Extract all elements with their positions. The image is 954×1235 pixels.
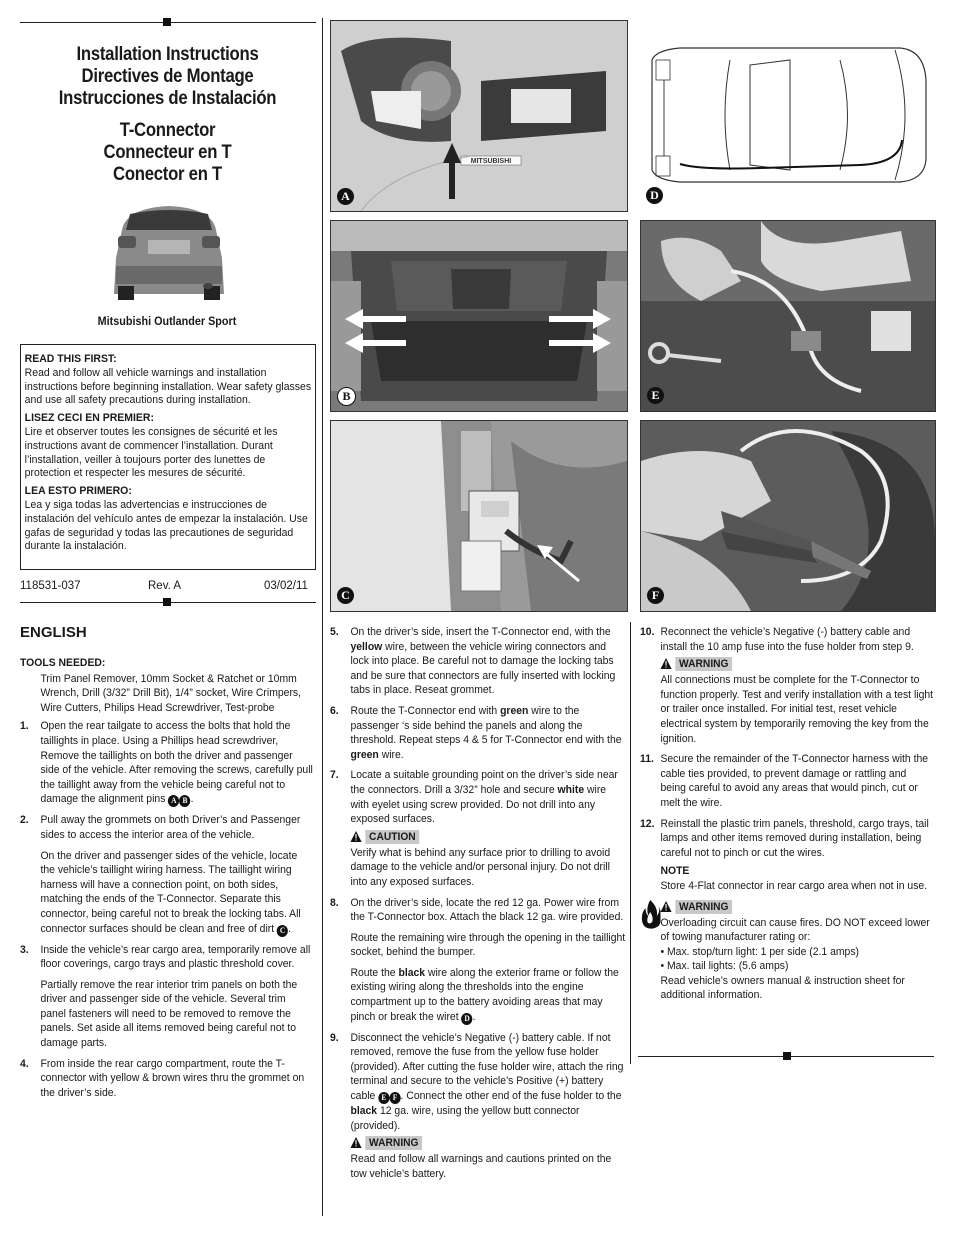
step-4-number: 4. [20,1057,29,1070]
warning-1-text: Read and follow all warnings and cautions printed on the tow vehicle’s battery. [350,1153,612,1180]
step-5 [330,625,626,698]
step-2 [20,813,314,842]
read-first-box [20,344,316,570]
product-fr: Connecteur en T [103,142,232,163]
step-8 [330,896,626,925]
step-6-green: green [500,704,529,717]
column-1 [20,656,314,1106]
photo-b-cargo [330,220,628,412]
photo-e-label: E [647,387,664,404]
section-marker [163,598,171,606]
product-en: T-Connector [119,120,216,141]
read-first-en-heading: READ THIS FIRST: [24,353,117,365]
read-first-es-text: Lea y siga todas las advertencias e instrucciones de instalación del vehículo antes de empezar la instalación. Use gafas de seguridad y todas las precautiones de seguridad durante la instalación. [24,498,308,553]
caution-icon [350,831,361,842]
part-number: 118531-037 [20,580,81,592]
read-first-en-text: Read and follow all vehicle warnings and installation instructions before beginning installation. Wear safety glasses and use all safety precautions during installation. [24,366,312,407]
step-6-text-b: wire to the passenger ‘s side behind the panels and along the threshold. Repeat steps 4 & 5 for T-Connector end with the [350,704,622,747]
divider-mid-columns [630,622,631,1064]
ref-c-icon: C [277,925,288,937]
title-es: Instrucciones de Instalación [58,88,277,109]
revision: Rev. A [148,580,182,592]
warning-2-row [660,657,933,672]
tools-heading: TOOLS NEEDED: [20,657,106,669]
photo-f-label: F [647,587,664,604]
ref-d-icon: D [462,1013,473,1025]
warning-2-label: WARNING [675,657,732,671]
step-11 [640,752,934,810]
step-8c-black: black [398,966,426,979]
step-12 [640,817,934,861]
warning-icon [350,1137,361,1148]
step-7-number: 7. [330,769,339,782]
note-text: Store 4-Flat connector in rear cargo area when not in use. [660,879,928,892]
step-7 [330,768,626,826]
step-1: 1. Open the rear tailgate to access the bolts that hold the taillights in place. Using a Phillips head screwdriver, Remove the taillights on both the driver and passenger side of the vehicle. After removing the screws, carefully pull the taillight away from the vehicle being careful not to damage the alignment pins A B . [20,720,313,806]
step-8-number: 8. [330,896,339,909]
title-fr: Directives de Montage [81,66,254,87]
step-2-text: Pull away the grommets on both Driver’s and Passenger sides to access the interior area of the vehicle. [40,814,301,841]
step-3-number: 3. [20,943,29,956]
step-3 [20,943,314,972]
divider-left-photos [322,18,323,1216]
note-label: NOTE [660,865,690,878]
ref-e-icon: E [378,1092,389,1104]
step-10-text: Reconnect the vehicle’s Negative (-) battery cable and install the 10 amp fuse into the fuse holder from step 9. [660,626,914,653]
step-12-number: 12. [640,817,655,830]
step-8c-text-a: Route the [350,966,396,979]
step-9 [330,1031,626,1134]
step-5-text-a: On the driver’s side, insert the T-Connector end, with the [350,626,611,638]
step-2-continued: On the driver and passenger sides of the vehicle, locate the vehicle’s taillight wiring harness. The taillight wiring harness will have a connection point, on both sides, matching the ends of the T-Connector. Separate this connector, being careful not to break the locking tabs. All connector surfaces should be clean and free of dirt C . [40,849,301,935]
photo-c-label: C [337,587,354,604]
photo-b-label: B [337,387,356,406]
step-10-number: 10. [640,626,655,638]
vehicle-image [104,200,234,310]
step-6-text-c: wire. [381,748,404,761]
photo-a-taillight [330,20,628,212]
photo-e-ring-terminal [640,220,936,412]
warning-3-line2: • Max. stop/turn light: 1 per side (2.1 amps) [660,945,859,958]
read-first-es-heading: LEA ESTO PRIMERO: [24,485,132,498]
step-4 [20,1057,314,1101]
photo-d-label: D [646,187,663,204]
column-2 [330,625,626,1187]
warning-icon [660,901,671,912]
photo-a-label: A [337,188,354,205]
step-7-text-b: wire with eyelet using screw provided. Do not drill into any exposed surfaces. [350,783,607,826]
tools-text: Trim Panel Remover, 10mm Socket & Ratchet or 10mm Wrench, Drill (3/32” Drill Bit), 1/4” socket, Wire Crimpers, Wire Cutters, Philips Head Screwdriver, Test-probe [40,672,302,714]
caution-text: Verify what is behind any surface prior to drilling to avoid damage to the vehicle and/or personal injury. Do not drill into any exposed surfaces. [350,846,611,888]
step-3-text: Inside the vehicle’s rear cargo area, temporarily remove all floor coverings, cargo trays and plastic threshold cover. [40,943,311,971]
step-6-text-a: Route the T-Connector end with [350,704,498,717]
step-1-number: 1. [20,720,29,733]
step-8c-text-b: wire along the exterior frame or follow the existing wiring along the thresholds into the engine compartment up to the battery avoiding areas that may pinch or break the wiret [350,966,619,1023]
step-8b-text: Route the remaining wire through the opening in the taillight socket, behind the bumper. [350,931,626,959]
step-2b-text: On the driver and passenger sides of the vehicle, locate the vehicle’s taillight wiring harness. The taillight wiring harness will have a connection point, on both sides, matching the ends of the T-Connector. Separate this connector, being careful not to break the locking tabs. All connector surfaces should be clean and free of dirt [40,849,301,935]
column-3 [640,625,934,1009]
read-first-fr-text: Lire et observer toutes les consignes de sécurité et les instructions avant de commencer l’installation. Durant l’installation, veiller à toujours porter des lunettes de protection et respecter les mesures de sécurité. [24,425,278,480]
warning-3-label: WARNING [675,900,732,914]
ref-f-icon: F [389,1092,400,1104]
step-9-number: 9. [330,1031,339,1044]
step-6-green-2: green [350,748,379,761]
photo-f-cutting [640,420,936,612]
step-8c: Route the black wire along the exterior frame or follow the existing wiring along the thresholds into the engine compartment up to the battery avoiding areas that may pinch or break the wiret D . [350,966,619,1023]
warning-3-line1: Overloading circuit can cause fires. DO NOT exceed lower of towing manufacturer rating or: [660,916,930,944]
step-9-text-b: . Connect the other end of the fuse holder to the [400,1090,622,1103]
date: 03/02/11 [264,580,308,592]
step-1-text: Open the rear tailgate to access the bolts that hold the taillights in place. Using a Phillips head screwdriver, Remove the taillights on both the driver and passenger side of the vehicle. After removing the screws, carefully pull the taillight away from the vehicle being careful not to damage the alignment pins [40,720,313,806]
vehicle-caption: Mitsubishi Outlander Sport [97,314,237,328]
fire-icon [640,900,660,930]
step-5-text-b: wire, between the vehicle wiring connectors and lock into place. Be careful not to damage the locking tabs and be sure that connectors are fully inserted with locking tabs in place. Reseat grommet. [350,640,616,697]
section-heading: ENGLISH [20,624,87,641]
warning-3-line3: • Max. tail lights: (5.6 amps) [660,960,789,973]
warning-1-label: WARNING [365,1136,422,1150]
step-9-text-c: 12 ga. wire, using the yellow butt connector (provided). [350,1105,580,1132]
step-2-number: 2. [20,814,29,827]
photo-c-connector [330,420,628,612]
step-11-text: Secure the remainder of the T-Connector harness with the cable ties provided, to prevent damage or rattling and being careful to avoid any areas that would pinch, cut or melt the wire. [660,753,929,809]
step-4-text: From inside the rear cargo compartment, route the T-connector with yellow & brown wires thru the grommet on the driver’s side. [40,1057,305,1099]
product-es: Conector en T [113,164,222,185]
photo-d-diagram [640,20,934,210]
warning-icon [660,658,671,669]
warning-1-row [350,1136,625,1151]
step-9-black: black [350,1105,378,1118]
step-11-number: 11. [640,753,654,766]
step-8-text: On the driver’s side, locate the red 12 ga. Power wire from the T-Connector box. Attach the black 12 ga. wire provided. [350,896,624,924]
warning-3 [640,900,934,1004]
step-9-text-a: Disconnect the vehicle’s Negative (-) battery cable. If not removed, remove the fuse from the yellow fuse holder (provided). After cutting the fuse holder wire, attach the ring terminal and secure to the vehicle’s Positive (+) battery cable [350,1031,624,1103]
warning-3-line4: Read vehicle’s owners manual & instruction sheet for additional information. [660,974,905,1002]
step-7-white: white [557,783,585,796]
warning-3-row [660,900,933,915]
ref-b-icon: B [179,795,190,807]
top-marker [163,18,171,26]
caution-row [350,830,625,845]
read-first-fr-heading: LISEZ CECI EN PREMIER: [24,412,154,425]
step-7-text-a: Locate a suitable grounding point on the driver’s side near the connectors. Drill a 3/32” hole and secure [350,769,618,796]
warning-2-text: All connections must be complete for the T-Connector to function properly. Test and verify installation with a test light or trailer once installed. For initial test, reset vehicle electrical system by temporarily removing the key from the ignition. [660,674,934,745]
mitsubishi-badge-text: MITSUBISHI [470,158,512,165]
title-en: Installation Instructions [76,44,259,65]
step-5-number: 5. [330,626,339,638]
bottom-marker [783,1052,791,1060]
step-6 [330,704,626,762]
step-12-text: Reinstall the plastic trim panels, threshold, cargo trays, tail lamps and other items removed during installation, being careful not to pinch or cut the wires. [660,817,929,859]
step-3b-text: Partially remove the rear interior trim panels on both the driver and passenger side of the vehicle. Several trim panel fasteners will need to be removed to remove the panels. Set aside all items removed being careful not to damage parts. [40,978,298,1050]
ref-a-icon: A [168,795,179,807]
caution-label: CAUTION [365,830,419,844]
step-5-yellow: yellow [350,640,383,653]
step-6-number: 6. [330,704,339,717]
step-10 [640,625,934,654]
